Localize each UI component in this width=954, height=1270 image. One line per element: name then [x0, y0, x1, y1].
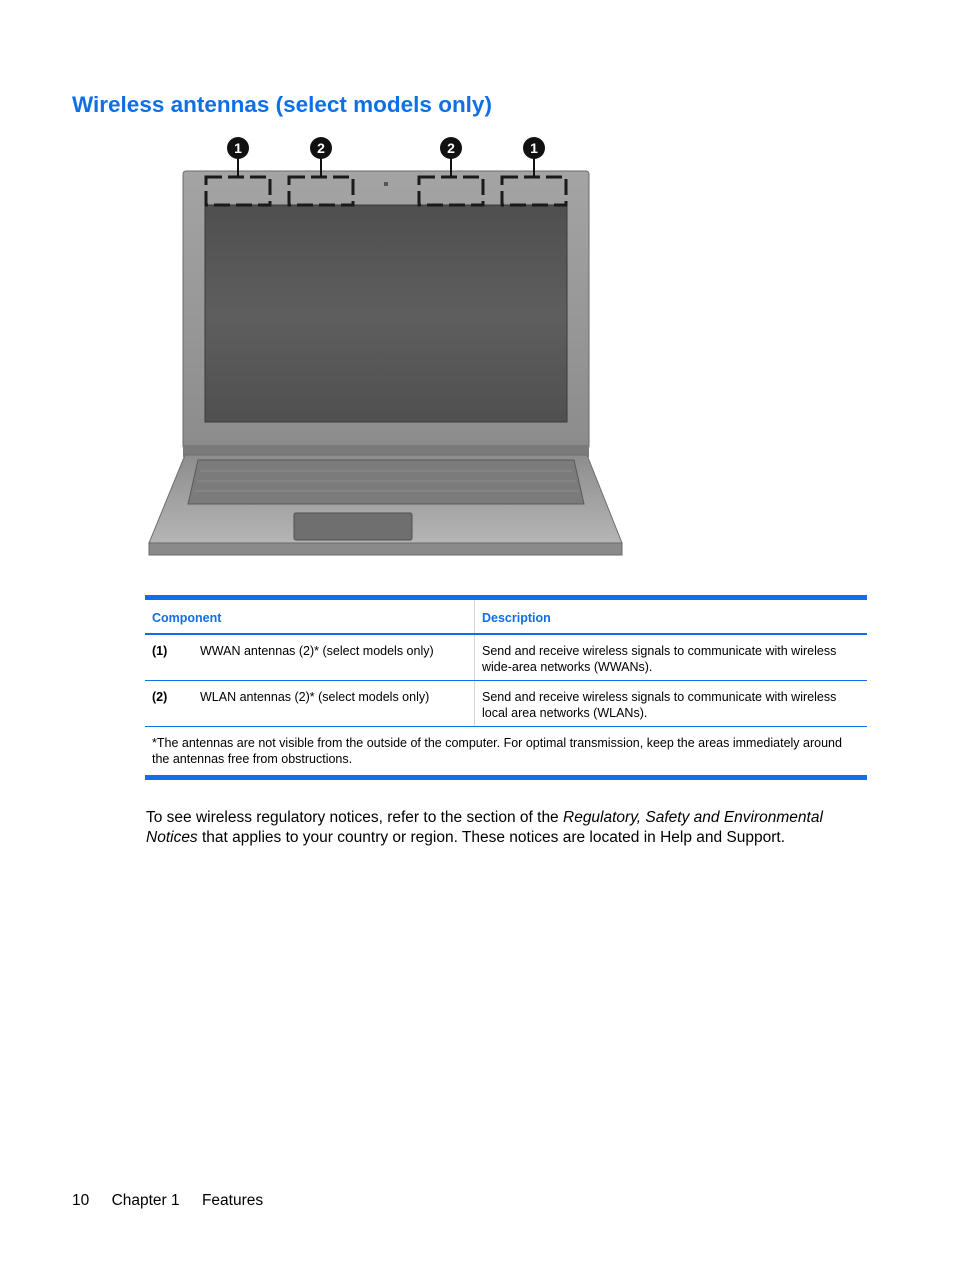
laptop-antenna-illustration	[140, 130, 640, 575]
callout-1-left	[227, 137, 249, 159]
component-cell	[145, 681, 475, 726]
callout-2-left	[310, 137, 332, 159]
touchpad	[294, 513, 412, 540]
component-name: WWAN antennas (2)* (select models only)	[200, 644, 434, 658]
callout-2-right	[440, 137, 462, 159]
document-title-reference: Regulatory, Safety and Environmental Notices	[146, 809, 823, 846]
table-header	[145, 600, 867, 635]
page-number: 10	[72, 1192, 90, 1209]
callout-label: 1	[530, 140, 538, 156]
paragraph-text-start: To see wireless regulatory notices, refer to the section of the	[146, 809, 563, 826]
row-number: (2)	[152, 690, 168, 704]
table-row	[145, 635, 867, 681]
description-cell: Send and receive wireless signals to communicate with wireless wide-area networks (WWANs).	[482, 644, 837, 674]
column-header-description: Description	[482, 611, 551, 625]
laptop-screen	[205, 205, 567, 422]
paragraph-text-end: that applies to your country or region. These notices are located in Help and Support.	[197, 828, 786, 846]
table-footnote: *The antennas are not visible from the outside of the computer. For optimal transmission, keep the areas immediately around the antennas free from obstructions.	[152, 736, 842, 766]
keyboard-area	[188, 460, 584, 504]
laptop-illustration-svg	[140, 130, 640, 575]
callout-1-right	[523, 137, 545, 159]
column-header-component: Component	[145, 600, 475, 633]
callout-label: 2	[317, 140, 325, 156]
row-number: (1)	[152, 644, 168, 658]
component-table	[145, 595, 867, 780]
webcam	[384, 182, 388, 186]
table-row	[145, 681, 867, 727]
description-cell: Send and receive wireless signals to communicate with wireless local area networks (WLANs).	[482, 690, 837, 720]
component-cell	[145, 635, 475, 680]
callout-label: 1	[234, 140, 242, 156]
page-footer	[72, 1192, 281, 1210]
page-title: Wireless antennas (select models only)	[72, 92, 492, 117]
callout-label: 2	[447, 140, 455, 156]
section-label: Features	[201, 1192, 264, 1209]
chapter-label: Chapter 1	[111, 1192, 180, 1209]
laptop-front-edge	[149, 543, 622, 555]
regulatory-notice-paragraph	[146, 808, 856, 847]
component-name: WLAN antennas (2)* (select models only)	[200, 690, 430, 704]
